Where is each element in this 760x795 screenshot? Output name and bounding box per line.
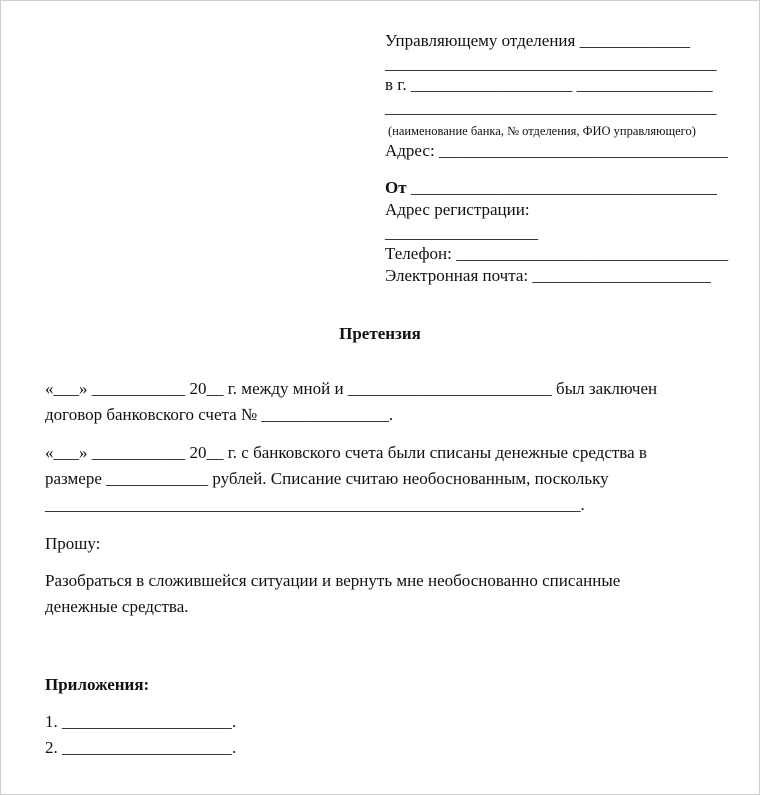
paragraph-debit-line-1: «___» ___________ 20__ г. с банковского счета были списаны денежные средства в <box>45 443 647 462</box>
bank-caption: (наименование банка, № отделения, ФИО управляющего) <box>388 124 696 138</box>
email-line: Электронная почта: _____________________ <box>385 266 711 285</box>
request-line-2: денежные средства. <box>45 597 189 616</box>
request-line-1: Разобраться в сложившейся ситуации и вернуть мне необоснованно списанные <box>45 571 621 590</box>
to-manager-line: Управляющему отделения _____________ <box>385 31 691 50</box>
paragraph-contract-line-2: договор банковского счета № _______________. <box>45 405 394 424</box>
paragraph-debit-line-3: _______________________________________________________________. <box>45 495 585 514</box>
paragraph-debit-line-2: размере ____________ рублей. Списание считаю необоснованным, поскольку <box>45 469 609 488</box>
city-line: в г. ___________________ ________________ <box>385 75 713 94</box>
header-blank-line: _______________________________________ <box>385 54 717 73</box>
from-line <box>385 178 717 198</box>
paragraph-contract-line-1: «___» ___________ 20__ г. между мной и ________________________ был заключен <box>45 379 658 398</box>
registration-address-label: Адрес регистрации: <box>385 200 530 219</box>
attachment-item: 2. ____________________. <box>45 738 237 757</box>
from-label: От <box>385 178 407 197</box>
registration-address-blank: __________________ <box>385 223 538 242</box>
attachment-item: 1. ____________________. <box>45 712 237 731</box>
request-label: Прошу: <box>45 534 101 553</box>
phone-line: Телефон: ________________________________ <box>385 244 729 263</box>
attachments-heading: Приложения: <box>45 675 150 694</box>
header-blank-line: _______________________________________ <box>385 98 717 117</box>
bank-address-line: Адрес: __________________________________ <box>385 141 728 160</box>
document-title: Претензия <box>339 324 421 343</box>
from-blank: ____________________________________ <box>406 178 717 197</box>
